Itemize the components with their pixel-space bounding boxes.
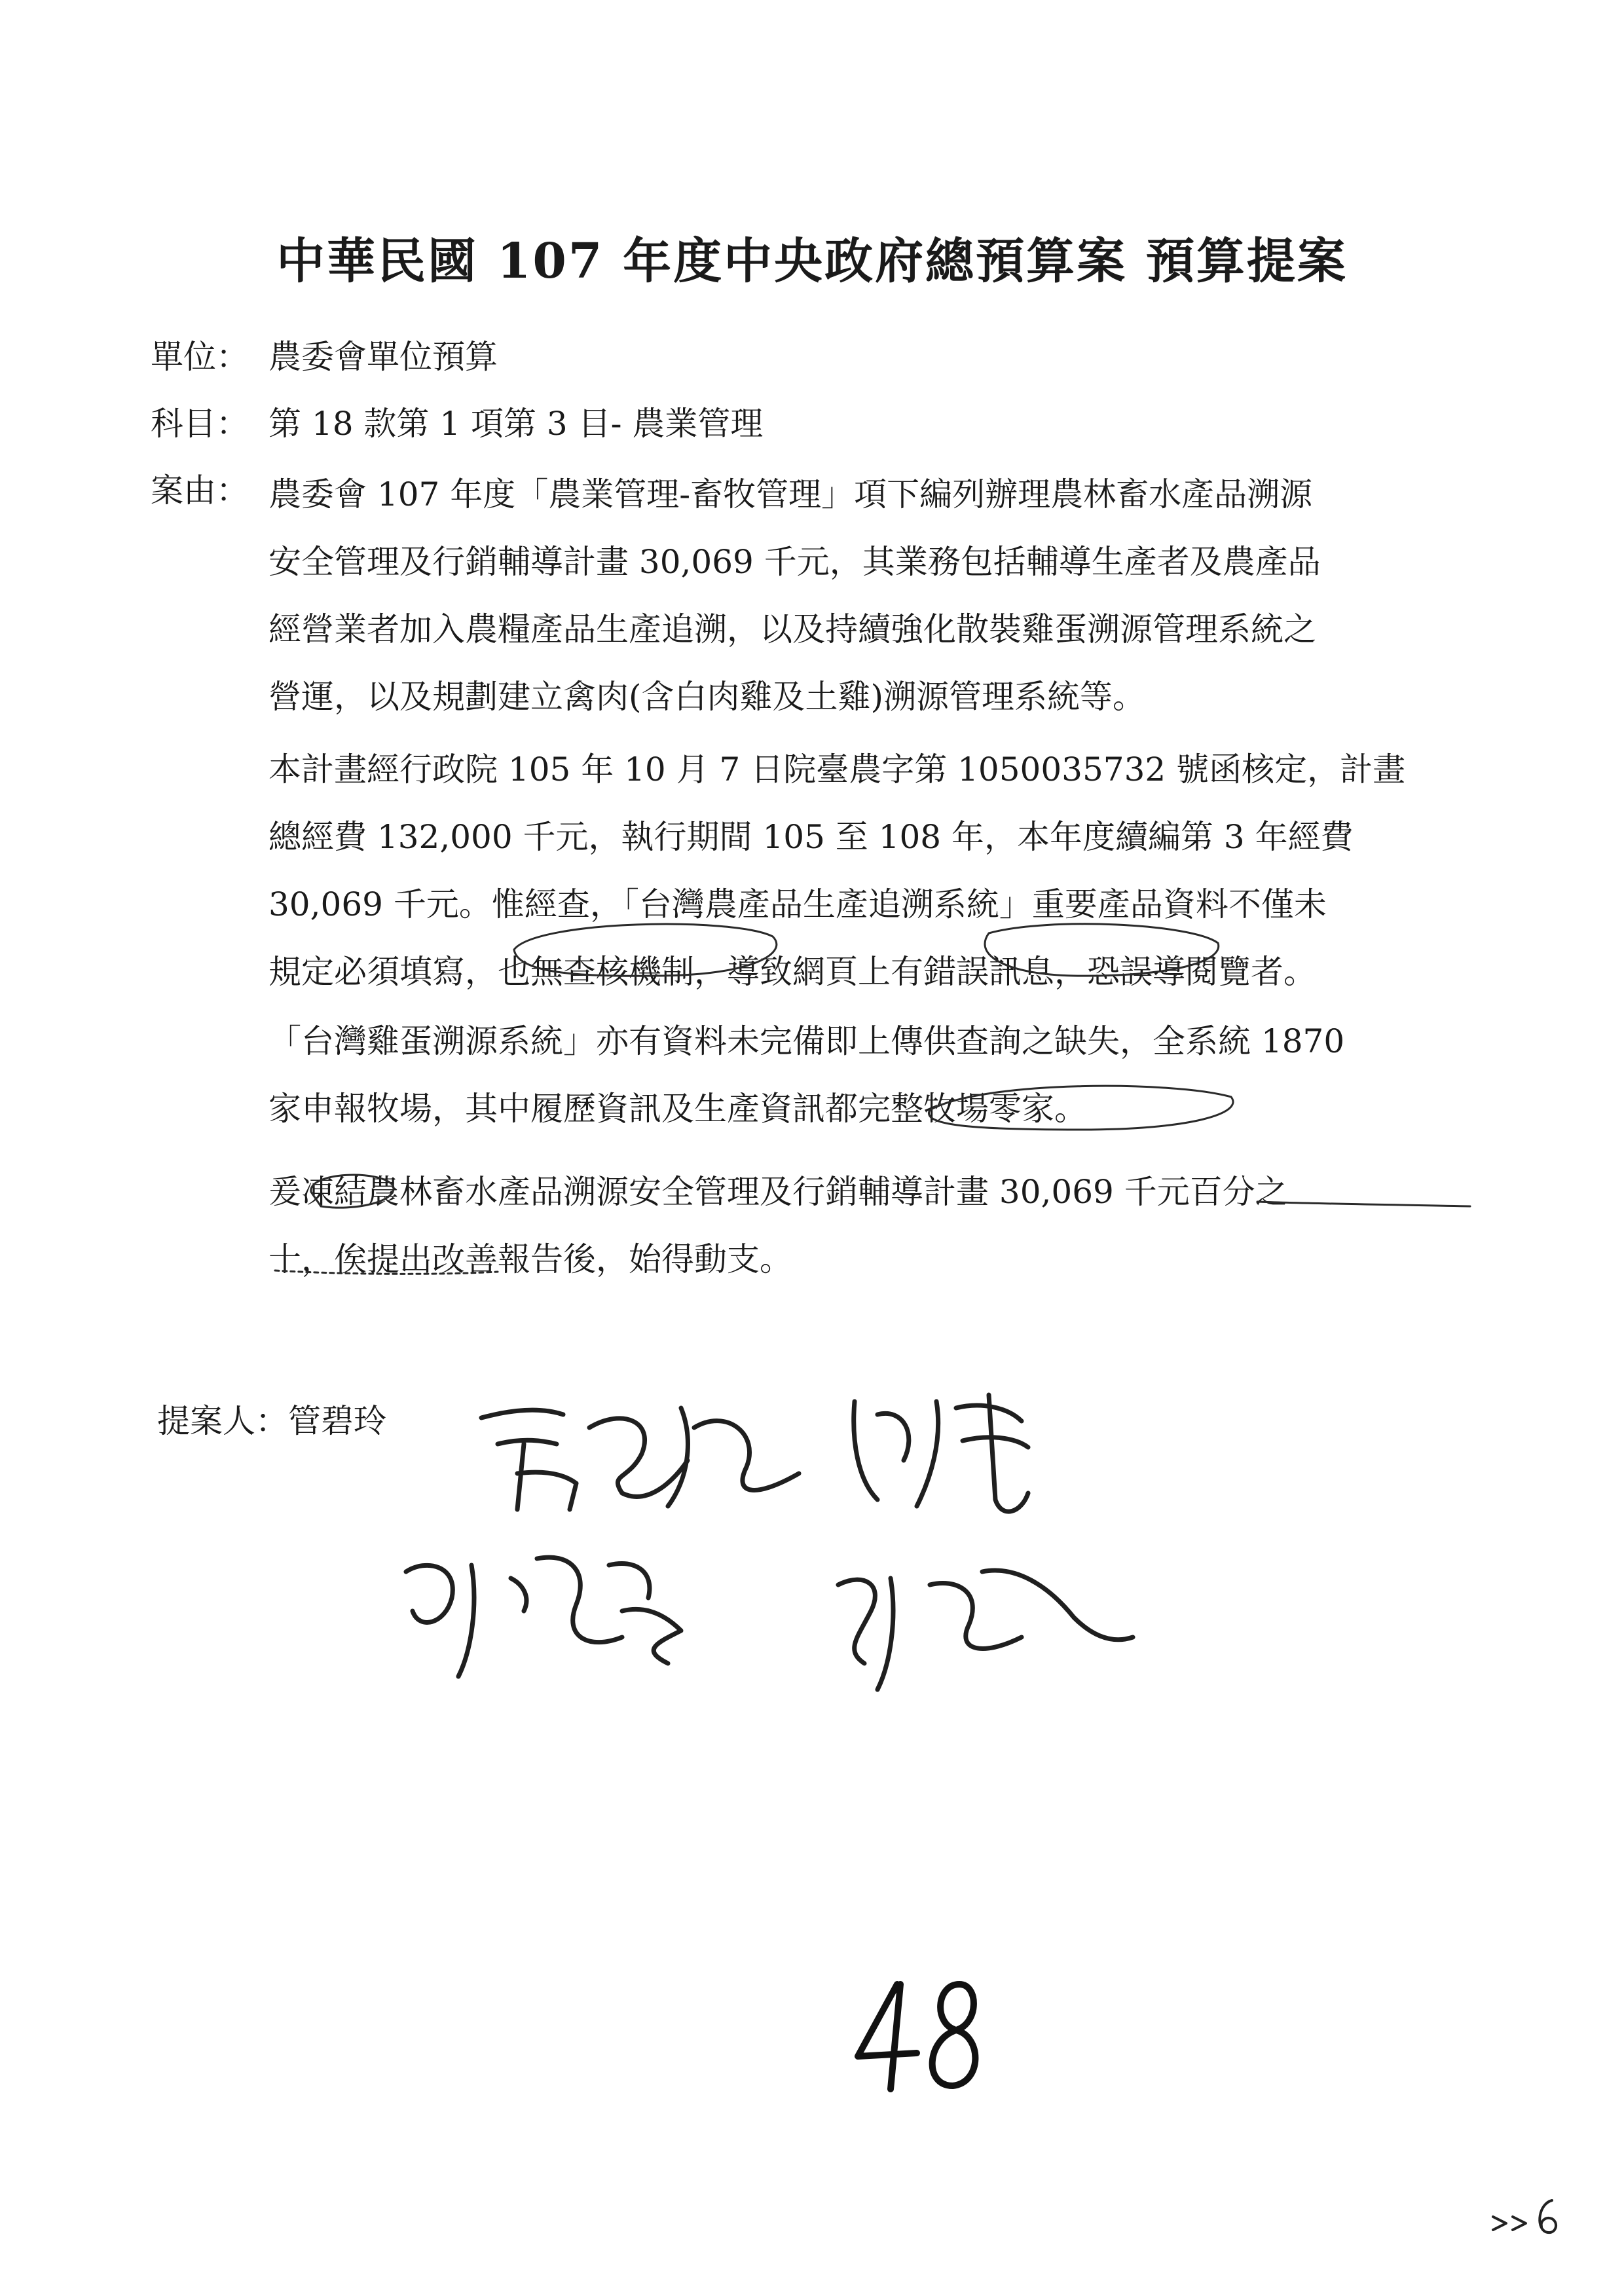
signature-stroke: [511, 1557, 622, 1642]
paragraph-line: 十，俟提出改善報告後，始得動支。: [268, 1240, 792, 1278]
subject-value: 第 18 款第 1 項第 3 目- 農業管理: [268, 405, 764, 443]
handwritten-sheet-number: [1486, 2187, 1565, 2240]
signature-stroke: [406, 1565, 474, 1676]
signature-stroke: [930, 1570, 1133, 1648]
signature-stroke: [481, 1410, 563, 1418]
signature-stroke: [589, 1418, 688, 1496]
subject-label: 科目：: [151, 405, 249, 443]
paragraph-line: 營運，以及規劃建立禽肉(含白肉雞及土雞)溯源管理系統等。: [268, 678, 1146, 716]
paragraph-line: 規定必須填寫，也無查核機制，導致網頁上有錯誤訊息，恐誤導閱覽者。: [268, 953, 1316, 991]
unit-row: [151, 338, 498, 376]
signature-stroke: [609, 1563, 681, 1663]
paragraph-line: 經營業者加入農糧產品生產追溯，以及持續強化散裝雞蛋溯源管理系統之: [268, 610, 1316, 648]
annotation-underline: [1257, 1202, 1470, 1206]
signature-stroke: [838, 1578, 893, 1690]
reason-label-row: [151, 474, 268, 507]
signature-stroke: [956, 1395, 1028, 1511]
paragraph-line: 本計畫經行政院 105 年 10 月 7 日院臺農字第 1050035732 號函核定，計畫: [268, 750, 1406, 788]
signature-group: [406, 1395, 1133, 1690]
signature-stroke: [668, 1408, 799, 1506]
unit-value: 農委會單位預算: [268, 338, 498, 376]
proposer-row: [157, 1395, 386, 1442]
unit-label: 單位：: [151, 338, 249, 376]
handwritten-page-number: [845, 1965, 1002, 2096]
reason-label: 案由：: [151, 472, 249, 509]
subject-row: [151, 405, 764, 443]
paragraph-line: 爰凍結農林畜水產品溯源安全管理及行銷輔導計畫 30,069 千元百分之: [268, 1173, 1288, 1211]
proposer-label: 提案人：: [157, 1402, 288, 1440]
paragraph-line: 安全管理及行銷輔導計畫 30,069 千元，其業務包括輔導生產者及農產品: [268, 543, 1321, 581]
paragraph-line: 「台灣雞蛋溯源系統」亦有資料未完備即上傳供查詢之缺失，全系統 1870: [268, 1022, 1345, 1060]
paragraph-line: 家申報牧場，其中履歷資訊及生產資訊都完整牧場零家。: [268, 1090, 1087, 1128]
document-title: 中華民國 107 年度中央政府總預算案 預算提案: [276, 233, 1348, 289]
paragraph-line: 30,069 千元。惟經查，「台灣農產品生產追溯系統」重要產品資料不僅未: [268, 885, 1327, 923]
paragraph-line: 總經費 132,000 千元，執行期間 105 至 108 年，本年度續編第 3 年經費: [268, 818, 1354, 856]
paragraph-line: 農委會 107 年度「農業管理-畜牧管理」項下編列辦理農林畜水產品溯源: [268, 475, 1313, 513]
signature-stroke: [854, 1401, 938, 1506]
signature-stroke: [498, 1440, 576, 1509]
proposer-name: 管碧玲: [288, 1402, 386, 1440]
